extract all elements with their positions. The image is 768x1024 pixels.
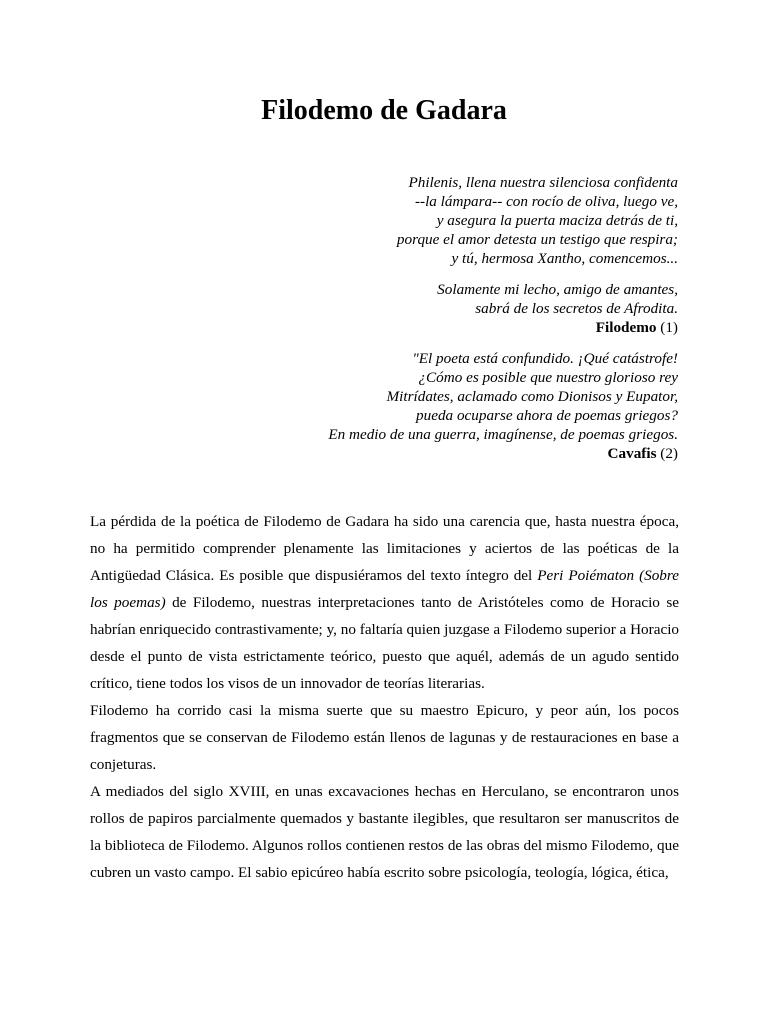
stanza-gap	[397, 268, 678, 280]
epigraph-line: sabrá de los secretos de Afrodita.	[475, 300, 678, 317]
epigraph-line: ¿Cómo es posible que nuestro glorioso rey	[418, 369, 678, 386]
epigraph-author: Filodemo	[595, 319, 657, 336]
epigraph-line: porque el amor detesta un testigo que respira;	[396, 231, 678, 248]
epigraph-line: pueda ocuparse ahora de poemas griegos?	[416, 407, 678, 424]
epigraph-line: En medio de una guerra, imagínense, de poemas griegos.	[328, 426, 678, 443]
epigraph-line: Philenis, llena nuestra silenciosa confidenta	[408, 174, 678, 191]
paragraph: A mediados del siglo XVIII, en unas excavaciones hechas en Herculano, se encontraron unos rollos de papiros parcialmente quemados y bastante ilegibles, que resultaron ser manuscritos de la biblioteca de Filodemo. Algunos rollos contienen restos de las obras del mismo Filodemo, que cubren un vasto campo. El sabio epicúreo había escrito sobre psicología, teología, lógica, ética,	[90, 783, 679, 881]
epigraph-filodemo	[397, 173, 678, 337]
body-text	[90, 508, 679, 886]
page-title: Filodemo de Gadara	[261, 95, 507, 126]
paragraph	[90, 508, 679, 697]
epigraph-cavafis	[328, 349, 678, 463]
epigraph-attribution	[397, 318, 678, 337]
epigraph-line: --la lámpara-- con rocío de oliva, luego ve,	[414, 193, 678, 210]
epigraph-author: Cavafis	[607, 445, 657, 462]
epigraph-line: y asegura la puerta maciza detrás de ti,	[436, 212, 678, 229]
footnote-ref: (1)	[660, 319, 678, 336]
footnote-ref: (2)	[660, 445, 678, 462]
work-title: Peri Poiématon (Sobre los poemas)	[90, 567, 679, 611]
epigraph-line: y tú, hermosa Xantho, comencemos...	[451, 250, 678, 267]
epigraph-attribution	[328, 444, 678, 463]
paragraph-text: de Filodemo, nuestras interpretaciones tanto de Aristóteles como de Horacio se habrían enriquecido contrastivamente; y, no faltaría quien juzgase a Filodemo superior a Horacio desde el punto de vista estrictamente teórico, puesto que aquél, además de un agudo sentido crítico, tiene todos los visos de un innovador de teorías literarias.	[90, 594, 680, 692]
epigraph-line: "El poeta está confundido. ¡Qué catástrofe!	[412, 350, 678, 367]
paragraph: Filodemo ha corrido casi la misma suerte que su maestro Epicuro, y peor aún, los pocos fragmentos que se conservan de Filodemo están llenos de lagunas y de restauraciones en base a conjeturas.	[90, 702, 679, 773]
epigraph-line: Mitrídates, aclamado como Dionisos y Eupator,	[386, 388, 678, 405]
paragraph-text: La pérdida de la poética de Filodemo de Gadara ha sido una carencia que, hasta nuestra época, no ha permitido comprender plenamente las limitaciones y aciertos de las poéticas de la Antigüedad Clásica. Es posible que dispusiéramos del texto íntegro del	[90, 513, 679, 584]
epigraph-line: Solamente mi lecho, amigo de amantes,	[437, 281, 678, 298]
